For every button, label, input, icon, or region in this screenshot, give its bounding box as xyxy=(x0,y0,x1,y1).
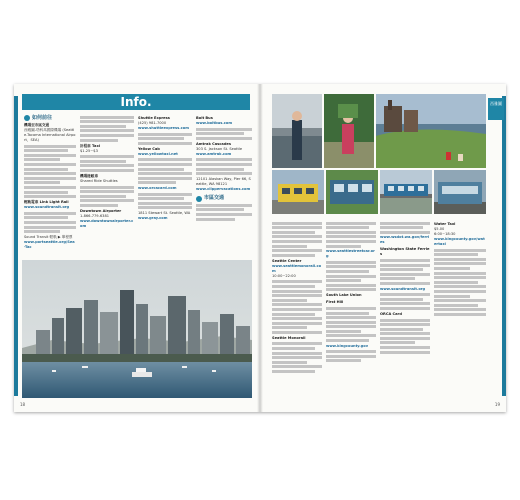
page-number: 18 xyxy=(20,402,26,407)
section-header-how-to-go xyxy=(24,115,76,121)
link[interactable]: www.kingcounty.gov xyxy=(326,343,369,348)
body-text-lines xyxy=(80,155,134,172)
body-text-lines xyxy=(272,222,322,257)
text-item: 計程車 Taxi xyxy=(80,143,100,148)
text-item: 6:00~18:30 xyxy=(434,232,456,236)
book-gutter xyxy=(257,84,263,412)
link[interactable]: www.clippervacations.com xyxy=(196,186,251,191)
link[interactable]: www.soundtransit.org xyxy=(380,286,426,291)
photo-bus xyxy=(434,170,486,214)
photo-gas-works-park xyxy=(376,94,486,168)
left-col-1 xyxy=(24,114,76,250)
text-item: Downtown Airporter xyxy=(80,208,122,213)
body-text-lines xyxy=(380,222,430,234)
body-text-lines xyxy=(196,128,252,140)
text-item: South Lake Union xyxy=(326,293,362,298)
body-text-lines xyxy=(196,158,252,175)
left-col-2 xyxy=(80,114,134,229)
text-item: Shuttle Express xyxy=(138,116,170,120)
left-col-4 xyxy=(196,114,252,222)
link[interactable]: www.orcacard.com xyxy=(138,185,177,190)
body-text-lines xyxy=(380,293,430,310)
link[interactable]: www.seattlestreetcar.org xyxy=(326,249,375,259)
body-text-lines xyxy=(326,350,376,362)
link[interactable]: www.downtownairporter.com xyxy=(80,218,134,228)
body-text-lines xyxy=(24,145,76,199)
photo-monorail xyxy=(380,170,432,214)
section-icon xyxy=(196,196,202,202)
link[interactable]: www.kingcounty.gov/watertaxi xyxy=(434,237,485,246)
photo-person-park xyxy=(324,94,374,168)
left-col-3 xyxy=(138,114,192,221)
photo-streetcar xyxy=(272,170,324,214)
seattle-skyline-photo xyxy=(22,260,252,398)
section-icon xyxy=(24,115,30,121)
body-text-lines xyxy=(138,193,192,210)
text-item: First Hill xyxy=(326,300,344,305)
text-item: 西雅圖-塔科馬國際機場 (Seattle-Tacoma International Airport，SEA) xyxy=(24,128,76,142)
text-item: 12101 Alaskan Way, Pier 66, Seattle, WA 98121 xyxy=(196,176,251,186)
body-text-lines xyxy=(196,204,252,221)
link[interactable]: www.shuttleexpress.com xyxy=(138,126,189,130)
right-col-3 xyxy=(380,220,430,355)
info-title: Info. xyxy=(120,95,152,109)
link[interactable]: www.amtrak.com xyxy=(196,151,232,156)
text-item: 輕軌電車 Link Light Rail xyxy=(24,200,69,205)
text-item: $1.25~$3 xyxy=(80,148,98,153)
right-edge-bar xyxy=(502,96,506,396)
text-item: 1811 Stewart St. Seattle, WA xyxy=(138,210,191,215)
text-item: Seattle Monorail xyxy=(272,335,306,340)
photo-person-waterfront xyxy=(272,94,322,168)
body-text-lines xyxy=(138,133,192,145)
text-item: 10:00~22:00 xyxy=(272,273,296,278)
body-text-lines xyxy=(80,186,134,207)
text-item: Bolt Bus xyxy=(196,116,213,120)
photo-collage xyxy=(272,94,486,214)
left-edge-bar xyxy=(14,96,18,396)
photo-tram-interior xyxy=(326,170,378,214)
text-item: $5.00 xyxy=(434,227,445,231)
book-spread xyxy=(14,84,506,412)
page-number: 19 xyxy=(494,402,500,407)
link[interactable]: www.wsdot.wa.gov/ferries xyxy=(380,235,430,245)
chapter-tab: 西雅圖 xyxy=(488,98,504,120)
link[interactable]: www.boltbus.com xyxy=(196,121,233,125)
text-item: Washington State Ferries xyxy=(380,247,430,257)
text-item: 機場至市區交通 xyxy=(24,123,50,127)
text-item: Seattle Center xyxy=(272,258,302,263)
body-text-lines xyxy=(434,249,486,316)
text-item: (425) 981-7000 xyxy=(138,121,167,125)
text-item: Amtrak Cascades xyxy=(196,141,231,146)
body-text-lines xyxy=(138,158,192,184)
text-item: 303 S. Jackson St. Seattle xyxy=(196,146,243,151)
text-item: 1-866-779-6381 xyxy=(80,213,110,218)
link[interactable]: www.seattlemonorail.com xyxy=(272,263,322,273)
body-text-lines xyxy=(326,222,376,248)
text-item: 機場接駁車 xyxy=(80,173,98,178)
body-text-lines xyxy=(272,280,322,334)
right-col-2 xyxy=(326,220,376,364)
body-text-lines xyxy=(380,319,430,354)
text-item: ORCA Card xyxy=(380,311,402,316)
body-text-lines xyxy=(272,342,322,373)
left-page xyxy=(14,84,260,412)
section-title: 如何前往 xyxy=(32,114,53,121)
link[interactable]: www.yellowtaxi.net xyxy=(138,151,178,156)
text-item: Shared Ride Shuttles xyxy=(80,178,118,183)
body-text-lines xyxy=(380,259,430,285)
link[interactable]: www.soundtransit.org xyxy=(24,205,70,210)
right-col-1 xyxy=(272,220,322,375)
body-text-lines xyxy=(326,307,376,342)
text-item: Water Taxi xyxy=(434,222,456,226)
text-item: Yellow Cab xyxy=(138,146,160,151)
right-page xyxy=(260,84,506,412)
body-text-lines xyxy=(326,261,376,292)
section-title: 市區交通 xyxy=(204,195,225,202)
body-text-lines xyxy=(24,212,76,233)
text-item: Sound Transit 輕軌 ▶ 單程票 xyxy=(24,234,73,239)
section-header-city-transport xyxy=(196,196,252,202)
body-text-lines xyxy=(80,116,134,142)
right-col-4 xyxy=(434,220,486,318)
link[interactable]: www.gray.com xyxy=(138,215,168,220)
info-banner xyxy=(22,94,250,110)
link[interactable]: www.portseattle.org/Sea-Tac xyxy=(24,239,75,249)
